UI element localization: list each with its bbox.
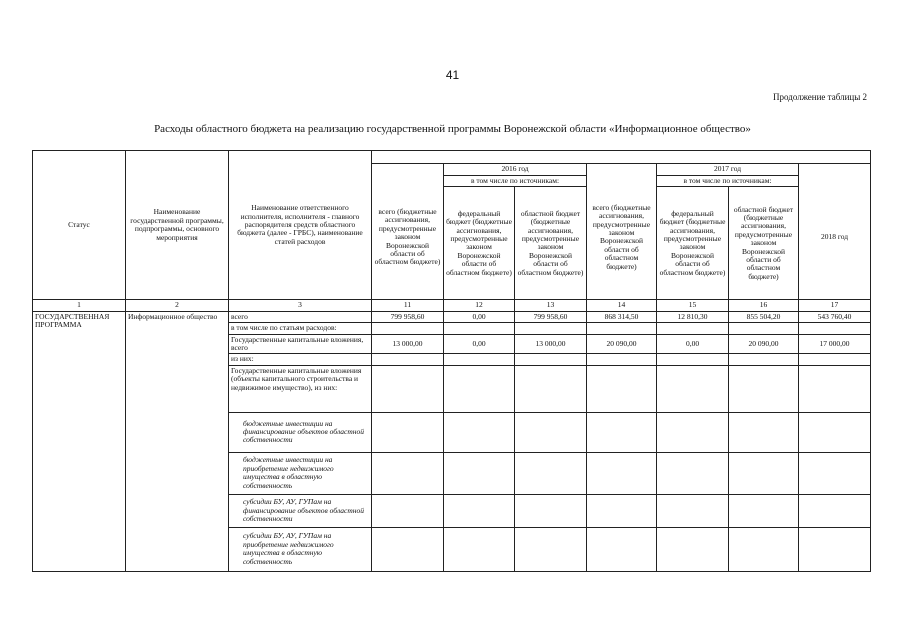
value-cell: [515, 527, 587, 571]
value-cell: 799 958,60: [515, 311, 587, 322]
header-total-2016: всего (бюджетные ассигнования, предусмотренные законом Воронежской области об областном бюджете): [372, 176, 444, 300]
value-cell: [444, 452, 515, 494]
page-number: 41: [445, 68, 460, 82]
value-cell: 20 090,00: [729, 334, 799, 354]
table-row: [33, 311, 871, 322]
value-cell: [444, 494, 515, 527]
col-num: 11: [372, 300, 444, 311]
value-cell: 13 000,00: [372, 334, 444, 354]
value-cell: [799, 323, 871, 334]
value-cell: [372, 494, 444, 527]
value-cell: [587, 527, 657, 571]
header-regional-2016: областной бюджет (бюджетные ассигнования, предусмотренные законом Воронежской области об областном бюджете): [515, 187, 587, 300]
value-cell: [799, 354, 871, 365]
col-num: 3: [229, 300, 372, 311]
column-number-row: [33, 300, 871, 311]
value-cell: [372, 365, 444, 412]
value-cell: [729, 452, 799, 494]
header-sources-2016: в том числе по источникам:: [444, 176, 587, 187]
header-blank: [372, 151, 871, 164]
value-cell: [515, 412, 587, 452]
header-year-2016: 2016 год: [444, 164, 587, 176]
program-cell: Информационное общество: [126, 311, 229, 571]
row-label: субсидии БУ, АУ, ГУПам на приобретение недвижимого имущества в областную собственность: [229, 527, 372, 571]
col-num: 14: [587, 300, 657, 311]
value-cell: [587, 365, 657, 412]
continuation-note: Продолжение таблицы 2: [773, 92, 867, 102]
row-label: Государственные капитальные вложения (объекты капитального строительства и недвижимое имущество), из них:: [229, 365, 372, 412]
value-cell: [587, 354, 657, 365]
value-cell: 0,00: [657, 334, 729, 354]
header-total-2017: всего (бюджетные ассигнования, предусмотренные законом Воронежской области об областном бюджете): [587, 176, 657, 300]
value-cell: [657, 412, 729, 452]
value-cell: [799, 412, 871, 452]
col-num: 12: [444, 300, 515, 311]
value-cell: [799, 452, 871, 494]
value-cell: [729, 365, 799, 412]
value-cell: 13 000,00: [515, 334, 587, 354]
value-cell: [515, 452, 587, 494]
value-cell: [515, 354, 587, 365]
document-title: Расходы областного бюджета на реализацию государственной программы Воронежской области «Информационное общество»: [154, 123, 751, 135]
header-blank-right: [799, 164, 871, 176]
value-cell: [444, 412, 515, 452]
header-year-2017: 2017 год: [657, 164, 799, 176]
value-cell: [444, 527, 515, 571]
value-cell: [587, 412, 657, 452]
header-federal-2017: федеральный бюджет (бюджетные ассигнования, предусмотренные законом Воронежской области об областном бюджете): [657, 187, 729, 300]
row-label: из них:: [229, 354, 372, 365]
value-cell: [515, 323, 587, 334]
value-cell: [372, 412, 444, 452]
value-cell: [657, 527, 729, 571]
value-cell: [729, 412, 799, 452]
value-cell: [372, 527, 444, 571]
col-num: 1: [33, 300, 126, 311]
header-executor: Наименование ответственного исполнителя, исполнителя - главного распорядителя средств областного бюджета (далее - ГРБС), наименование статей расходов: [229, 151, 372, 300]
value-cell: 0,00: [444, 311, 515, 322]
value-cell: [372, 354, 444, 365]
col-num: 2: [126, 300, 229, 311]
header-status: Статус: [33, 151, 126, 300]
value-cell: 12 810,30: [657, 311, 729, 322]
value-cell: [657, 365, 729, 412]
header-program-name: Наименование государственной программы, подпрограммы, основного мероприятия: [126, 151, 229, 300]
value-cell: [729, 323, 799, 334]
value-cell: 868 314,50: [587, 311, 657, 322]
header-federal-2016: федеральный бюджет (бюджетные ассигнования, предусмотренные законом Воронежской области об областном бюджете): [444, 187, 515, 300]
header-regional-2017: областной бюджет (бюджетные ассигнования, предусмотренные законом Воронежской области об областном бюджете): [729, 187, 799, 300]
value-cell: [444, 365, 515, 412]
value-cell: [657, 354, 729, 365]
value-cell: [444, 323, 515, 334]
col-num: 17: [799, 300, 871, 311]
value-cell: 799 958,60: [372, 311, 444, 322]
value-cell: [799, 365, 871, 412]
col-num: 16: [729, 300, 799, 311]
value-cell: [657, 452, 729, 494]
budget-table: [32, 150, 871, 572]
value-cell: [729, 527, 799, 571]
status-cell: ГОСУДАРСТВЕННАЯ ПРОГРАММА: [33, 311, 126, 571]
value-cell: [729, 354, 799, 365]
row-label: субсидии БУ, АУ, ГУПам на финансирование объектов областной собственности: [229, 494, 372, 527]
row-label: всего: [229, 311, 372, 322]
value-cell: 20 090,00: [587, 334, 657, 354]
value-cell: [729, 494, 799, 527]
value-cell: [657, 494, 729, 527]
value-cell: [372, 323, 444, 334]
value-cell: [587, 494, 657, 527]
value-cell: [799, 527, 871, 571]
row-label: Государственные капитальные вложения, всего: [229, 334, 372, 354]
value-cell: [515, 494, 587, 527]
header-blank-mid: [587, 164, 657, 176]
header-blank-left: [372, 164, 444, 176]
col-num: 13: [515, 300, 587, 311]
value-cell: [657, 323, 729, 334]
value-cell: [372, 452, 444, 494]
value-cell: [587, 452, 657, 494]
value-cell: [587, 323, 657, 334]
value-cell: [799, 494, 871, 527]
value-cell: [444, 354, 515, 365]
header-sources-2017: в том числе по источникам:: [657, 176, 799, 187]
row-label: бюджетные инвестиции на приобретение недвижимого имущества в областную собственность: [229, 452, 372, 494]
row-label: бюджетные инвестиции на финансирование объектов областной собственности: [229, 412, 372, 452]
value-cell: [515, 365, 587, 412]
value-cell: 0,00: [444, 334, 515, 354]
col-num: 15: [657, 300, 729, 311]
value-cell: 543 760,40: [799, 311, 871, 322]
header-spacer-row: [33, 151, 871, 164]
header-year-2018: 2018 год: [799, 176, 871, 300]
value-cell: 17 000,00: [799, 334, 871, 354]
row-label: в том числе по статьям расходов:: [229, 323, 372, 334]
value-cell: 855 504,20: [729, 311, 799, 322]
